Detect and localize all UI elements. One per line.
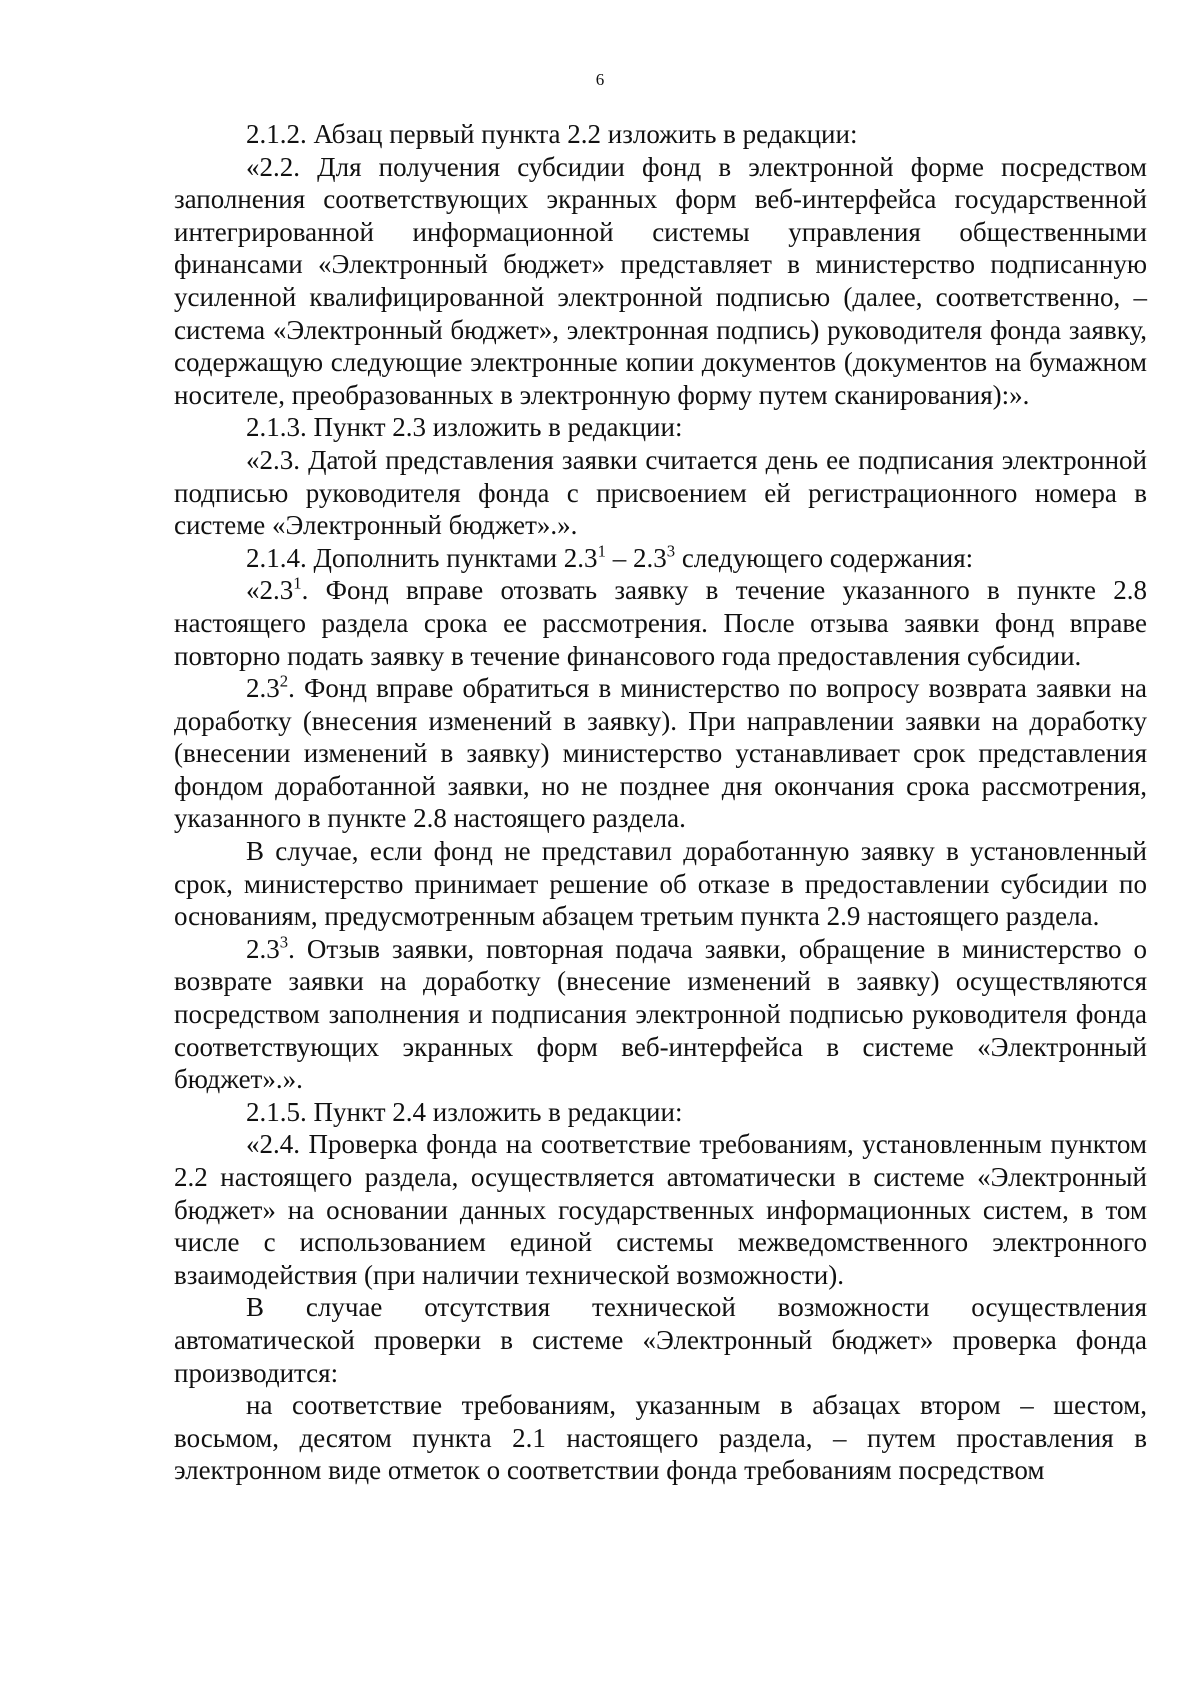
text-run: 2.3 — [246, 933, 280, 964]
text-run: 2.3 — [246, 673, 280, 704]
paragraph-2-1-3: 2.1.3. Пункт 2.3 изложить в редакции: — [246, 412, 683, 443]
paragraph-2-3-1 — [174, 574, 1147, 672]
paragraph-refusal-case: В случае, если фонд не представил доработанную заявку в установленный срок, министерство принимает решение об отказе в предоставлении субсидии по основаниям, предусмотренным абзацем третьим пункта 2.9 настоящего раздела. — [174, 836, 1147, 932]
paragraph-2-1-2: 2.1.2. Абзац первый пункта 2.2 изложить в редакции: — [246, 119, 858, 149]
superscript: 2 — [279, 671, 289, 691]
paragraph-no-technical-possibility: В случае отсутствия технической возможности осуществления автоматической проверки в системе «Электронный бюджет» проверка фонда производится: — [174, 1292, 1147, 1388]
text-run: следующего содержания: — [675, 542, 974, 573]
text-run: – 2.3 — [605, 542, 667, 573]
text-run: . Фонд вправе обратиться в министерство по вопросу возврата заявки на доработку (внесения изменений в заявку). При направлении заявки на доработку (внесении изменений в заявку) министерство устанавливает срок представления фондом доработанной заявки, но не позднее дня окончания срока рассмотрения, указанного в пункте 2.8 настоящего раздела. — [174, 673, 1147, 834]
superscript: 3 — [279, 932, 289, 952]
superscript: 1 — [293, 573, 302, 593]
superscript: 3 — [666, 541, 676, 561]
paragraph-2-1-4 — [174, 542, 1147, 575]
paragraph-2-4: «2.4. Проверка фонда на соответствие требованиям, установленным пунктом 2.2 настоящего раздела, осуществляется автоматически в системе «Электронный бюджет» на основании данных государственных информационных систем, в том числе с использованием единой системы межведомственного электронного взаимодействия (при наличии технической возможности). — [174, 1129, 1147, 1290]
paragraph-2-3-2 — [174, 672, 1147, 835]
paragraph-2-3-3 — [174, 933, 1147, 1096]
document-body — [174, 118, 1147, 1487]
text-run: «2.3 — [246, 575, 294, 606]
paragraph-2-2: «2.2. Для получения субсидии фонд в электронной форме посредством заполнения соответствующих экранных форм веб-интерфейса государственной интегрированной информационной системы управления общественными финансами «Электронный бюджет» представляет в министерство подписанную усиленной квалифицированной электронной подписью (далее, соответственно, – система «Электронный бюджет», электронная подпись) руководителя фонда заявку, содержащую следующие электронные копии документов (документов на бумажном носителе, преобразованных в электронную форму путем сканирования):». — [174, 151, 1147, 410]
paragraph-requirements-check: на соответствие требованиям, указанным в абзацах втором – шестом, восьмом, десятом пункта 2.1 настоящего раздела, – путем проставления в электронном виде отметок о соответствии фонда требованиям посредством — [174, 1390, 1147, 1486]
text-run: . Фонд вправе отозвать заявку в течение указанного в пункте 2.8 настоящего раздела срока ее рассмотрения. После отзыва заявки фонд вправе повторно подать заявку в течение финансового года предоставления субсидии. — [174, 575, 1147, 671]
text-run: . Отзыв заявки, повторная подача заявки, обращение в министерство о возврате заявки на доработку (внесение изменений в заявку) осуществляются посредством заполнения и подписания электронной подписью руководителя фонда соответствующих экранных форм веб-интерфейса в системе «Электронный бюджет».». — [174, 933, 1147, 1095]
text-run: 2.1.4. Дополнить пунктами 2.3 — [246, 542, 598, 573]
paragraph-2-1-5: 2.1.5. Пункт 2.4 изложить в редакции: — [246, 1096, 683, 1127]
page-number: 6 — [595, 70, 605, 89]
paragraph-2-3: «2.3. Датой представления заявки считается день ее подписания электронной подписью руководителя фонда с присвоением ей регистрационного номера в системе «Электронный бюджет».». — [174, 444, 1147, 541]
superscript: 1 — [597, 541, 606, 561]
